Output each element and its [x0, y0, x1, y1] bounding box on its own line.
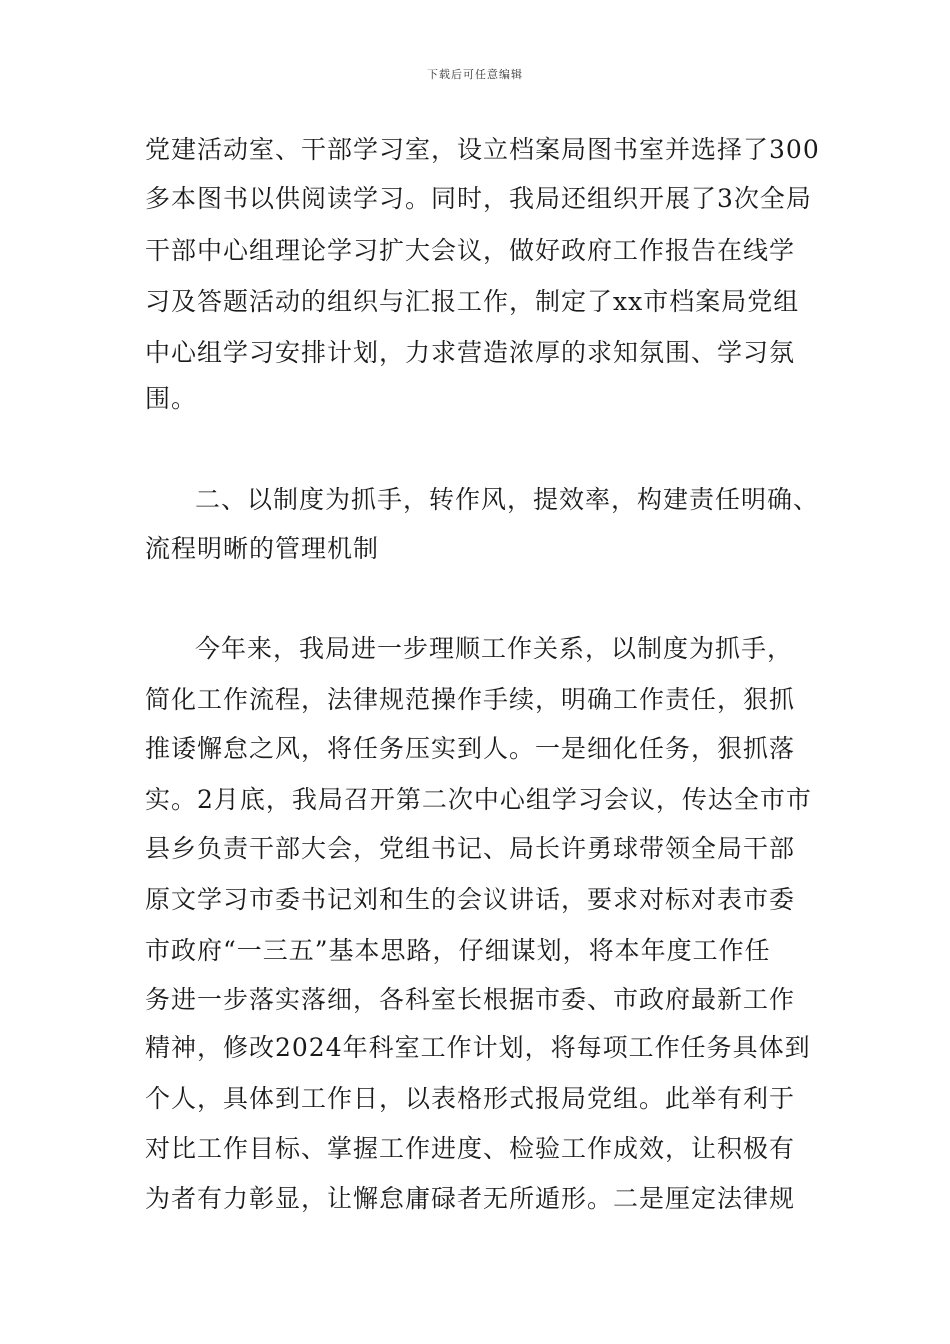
text-line: 干部中心组理论学习扩大会议，做好政府工作报告在线学	[145, 236, 796, 265]
text-line: 市政府“一三五”基本思路，仔细谋划，将本年度工作任	[145, 936, 771, 965]
text-line: 简化工作流程，法律规范操作手续，明确工作责任，狠抓	[145, 685, 796, 714]
text-line: 个人，具体到工作日，以表格形式报局党组。此举有利于	[145, 1084, 796, 1113]
text-line: 今年来，我局进一步理顺工作关系，以制度为抓手，	[195, 634, 794, 663]
text-line: 实。2月底，我局召开第二次中心组学习会议，传达全市市	[145, 785, 812, 814]
text-line: 围。	[145, 384, 198, 413]
text-line: 为者有力彰显，让懈怠庸碌者无所遁形。二是厘定法律规	[145, 1184, 796, 1213]
text-line: 习及答题活动的组织与汇报工作，制定了xx市档案局党组	[145, 287, 800, 316]
section-heading: 流程明晰的管理机制	[145, 534, 380, 563]
text-line: 原文学习市委书记刘和生的会议讲话，要求对标对表市委	[145, 885, 796, 914]
text-line: 党建活动室、干部学习室，设立档案局图书室并选择了300	[145, 135, 820, 164]
header-note: 下载后可任意编辑	[427, 68, 523, 81]
text-line: 多本图书以供阅读学习。同时，我局还组织开展了3次全局	[145, 184, 812, 213]
text-line: 推诿懈怠之风，将任务压实到人。一是细化任务，狠抓落	[145, 734, 796, 763]
text-line: 务进一步落实落细，各科室长根据市委、市政府最新工作	[145, 985, 796, 1014]
text-line: 对比工作目标、掌握工作进度、检验工作成效，让积极有	[145, 1134, 796, 1163]
text-line: 精神，修改2024年科室工作计划，将每项工作任务具体到	[145, 1033, 811, 1062]
section-heading: 二、以制度为抓手，转作风，提效率，构建责任明确、	[195, 485, 820, 514]
text-line: 中心组学习安排计划，力求营造浓厚的求知氛围、学习氛	[145, 338, 796, 367]
text-line: 县乡负责干部大会，党组书记、局长许勇球带领全局干部	[145, 834, 796, 863]
